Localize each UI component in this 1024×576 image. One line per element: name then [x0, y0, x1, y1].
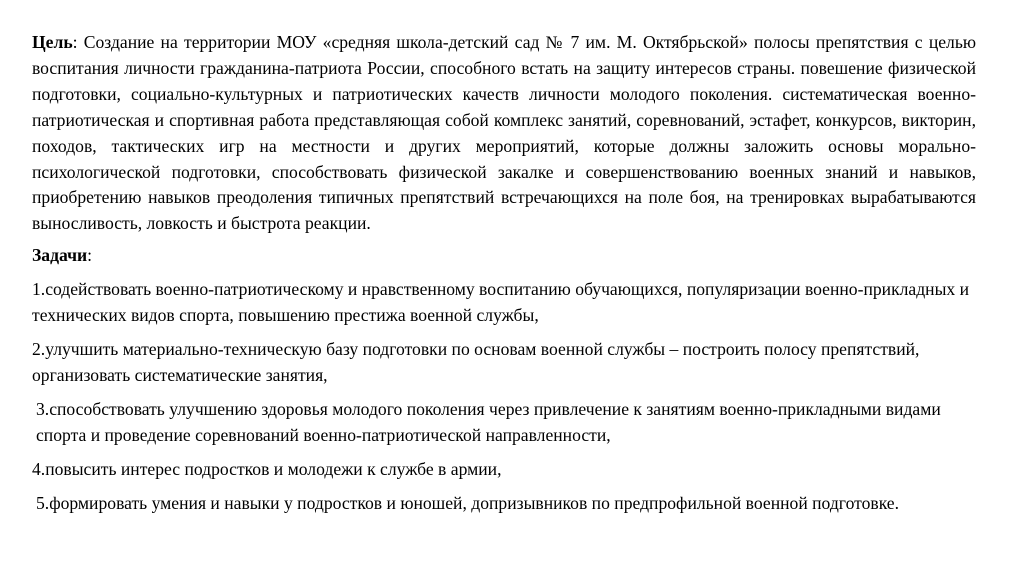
document-body: [32, 30, 976, 516]
tasks-colon: :: [87, 245, 93, 266]
goal-label: Цель: [32, 32, 73, 52]
goal-text: : Создание на территории МОУ «средняя школа-детский сад № 7 им. М. Октябрьской» полосы препятствия с целью воспитания личности гражданина-патриота России, способного встать на защиту интересов страны. повешение физической подготовки, социально-культурных и патриотических качеств личности молодого поколения. систематическая военно-патриотическая и спортивная работа представляющая собой комплекс занятий, соревнований, эстафет, конкурсов, викторин, походов, тактических игр на местности и других мероприятий, которые должны заложить основы морально-психологической подготовки, способствовать физической закалке и совершенствованию военных знаний и навыков, приобретению навыков преодоления типичных препятствий встречающихся на поле боя, на тренировках вырабатываются выносливость, ловкость и быстрота реакции.: [32, 32, 976, 234]
task-item-5: 5.формировать умения и навыки у подростков и юношей, допризывников по предпрофильной военной подготовке.: [36, 492, 900, 513]
task-item-4: 4.повысить интерес подростков и молодежи к службе в армии,: [32, 458, 502, 479]
tasks-label: Задачи: [32, 245, 88, 266]
goal-paragraph: [32, 30, 976, 237]
tasks-heading: [32, 243, 976, 269]
task-item-1: 1.содействовать военно-патриотическому и нравственному воспитанию обучающихся, популяризации военно-прикладных и технических видов спорта, повышению престижа военной службы,: [32, 279, 970, 326]
task-item-3: 3.способствовать улучшению здоровья молодого поколения через привлечение к занятиям военно-прикладными видами спорта и проведение соревнований военно-патриотической направленности,: [36, 398, 941, 445]
task-item-2: 2.улучшить материально-техническую базу подготовки по основам военной службы – построить полосу препятствий, организовать систематические занятия,: [32, 338, 920, 385]
